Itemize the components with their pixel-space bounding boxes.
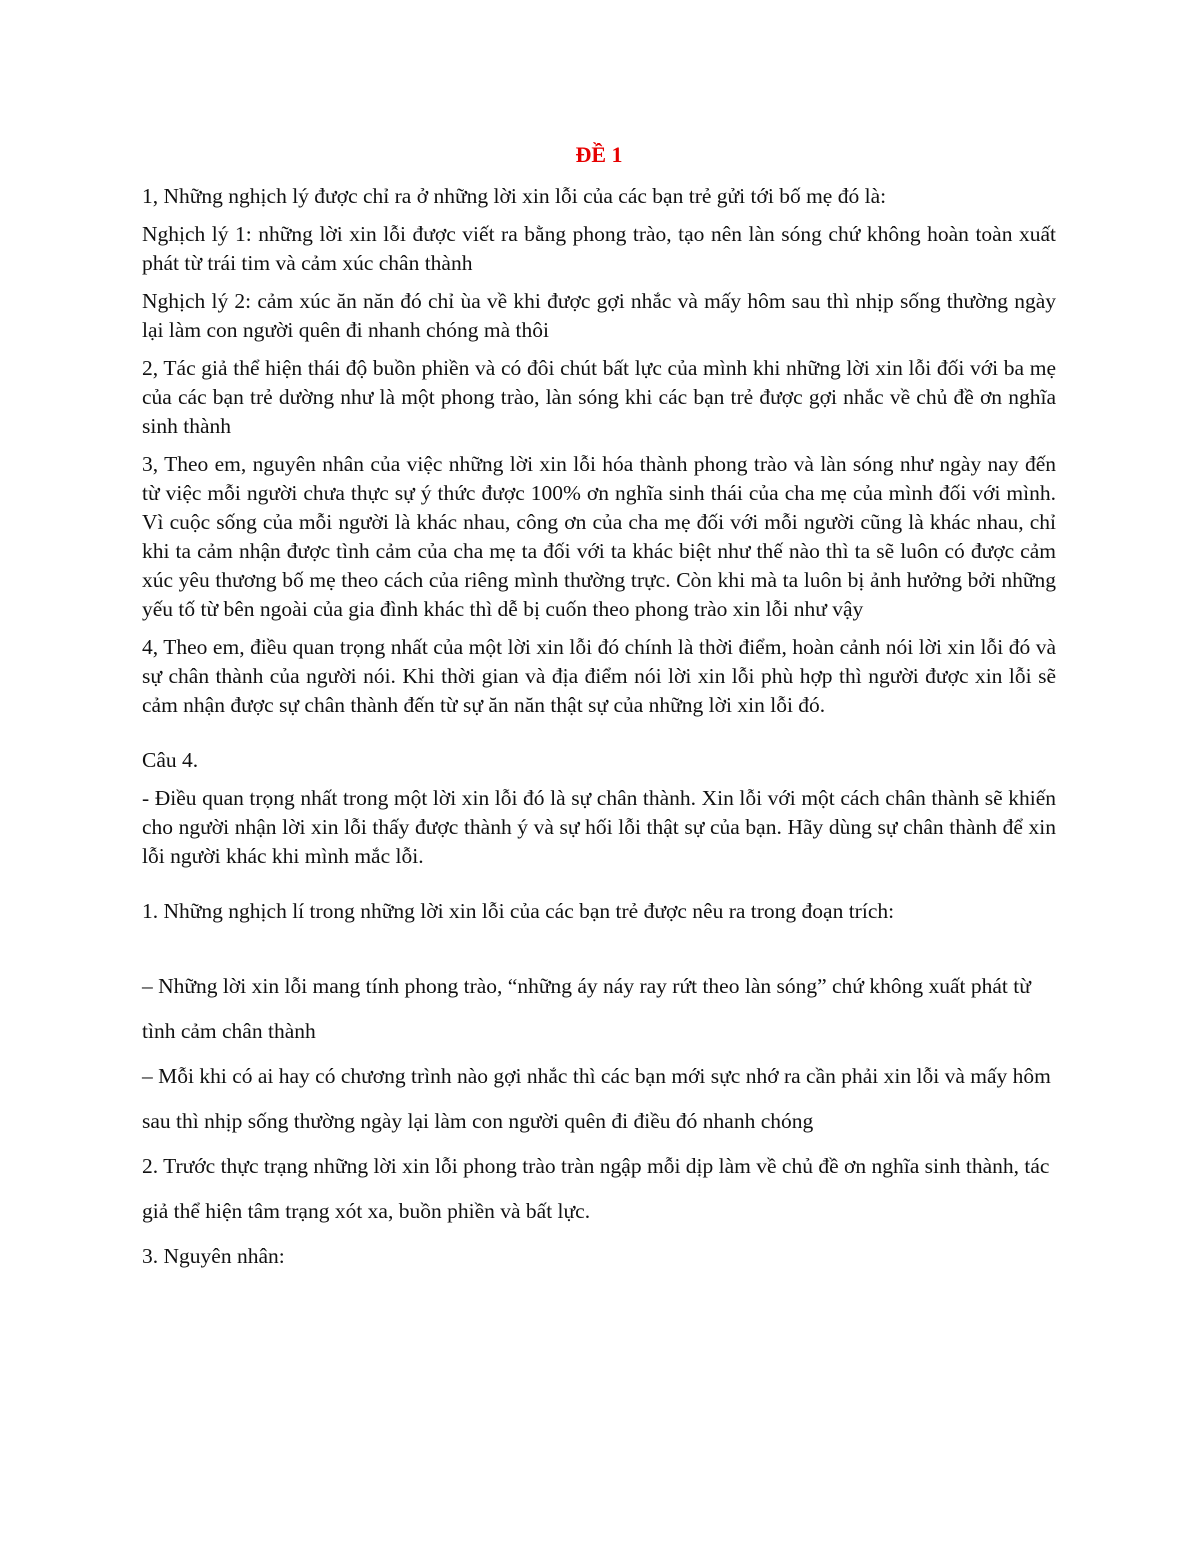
document-page [142, 140, 1056, 1279]
paragraph-8: - Điều quan trọng nhất trong một lời xin lỗi đó là sự chân thành. Xin lỗi với một cách chân thành sẽ khiến cho người nhận lời xin lỗi thấy được thành ý và sự hối lỗi thật sự của bạn. Hãy dùng sự chân thành để xin lỗi người khác khi mình mắc lỗi. [142, 786, 1056, 868]
paragraph-9: 1. Những nghịch lí trong những lời xin lỗi của các bạn trẻ được nêu ra trong đoạn trích: [142, 899, 895, 923]
paragraph-1: 1, Những nghịch lý được chỉ ra ở những lời xin lỗi của các bạn trẻ gửi tới bố mẹ đó là: [142, 184, 887, 208]
paragraph-11: – Mỗi khi có ai hay có chương trình nào gợi nhắc thì các bạn mới sực nhớ ra cần phải xin lỗi và mấy hôm sau thì nhịp sống thường ngày lại làm con người quên đi điều đó nhanh chóng [142, 1064, 1051, 1133]
paragraph-3: Nghịch lý 2: cảm xúc ăn năn đó chỉ ùa về khi được gợi nhắc và mấy hôm sau thì nhịp sống thường ngày lại làm con người quên đi nhanh chóng mà thôi [142, 289, 1056, 342]
paragraph-4: 2, Tác giả thể hiện thái độ buồn phiền và có đôi chút bất lực của mình khi những lời xin lỗi đối với ba mẹ của các bạn trẻ dường như là một phong trào, làn sóng khi các bạn trẻ được gợi nhắc về chủ đề ơn nghĩa sinh thành [142, 356, 1056, 438]
document-title: ĐỀ 1 [575, 142, 623, 167]
paragraph-5: 3, Theo em, nguyên nhân của việc những lời xin lỗi hóa thành phong trào và làn sóng như ngày nay đến từ việc mỗi người chưa thực sự ý thức được 100% ơn nghĩa sinh thái của cha mẹ của mình đối với mình. Vì cuộc sống của mỗi người là khác nhau, công ơn của cha mẹ đối với mỗi người cũng là khác nhau, chỉ khi ta cảm nhận được tình cảm của cha mẹ ta đối với ta khác biệt như thế nào thì ta sẽ luôn có được cảm xúc yêu thương bố mẹ theo cách của riêng mình thường trực. Còn khi mà ta luôn bị ảnh hưởng bởi những yếu tố từ bên ngoài của gia đình khác thì dễ bị cuốn theo phong trào xin lỗi như vậy [142, 452, 1056, 621]
paragraph-6: 4, Theo em, điều quan trọng nhất của một lời xin lỗi đó chính là thời điểm, hoàn cảnh nói lời xin lỗi đó và sự chân thành của người nói. Khi thời gian và địa điểm nói lời xin lỗi phù hợp thì người được xin lỗi sẽ cảm nhận được sự chân thành đến từ sự ăn năn thật sự của những lời xin lỗi đó. [142, 635, 1056, 717]
paragraph-10: – Những lời xin lỗi mang tính phong trào, “những áy náy ray rứt theo làn sóng” chứ không xuất phát từ tình cảm chân thành [142, 974, 1031, 1043]
paragraph-2: Nghịch lý 1: những lời xin lỗi được viết ra bằng phong trào, tạo nên làn sóng chứ không hoàn toàn xuất phát từ trái tim và cảm xúc chân thành [142, 222, 1056, 275]
paragraph-12: 2. Trước thực trạng những lời xin lỗi phong trào tràn ngập mỗi dịp làm về chủ đề ơn nghĩa sinh thành, tác giả thể hiện tâm trạng xót xa, buồn phiền và bất lực. [142, 1154, 1050, 1223]
paragraph-cau-4: Câu 4. [142, 748, 199, 772]
paragraph-13: 3. Nguyên nhân: [142, 1244, 285, 1268]
